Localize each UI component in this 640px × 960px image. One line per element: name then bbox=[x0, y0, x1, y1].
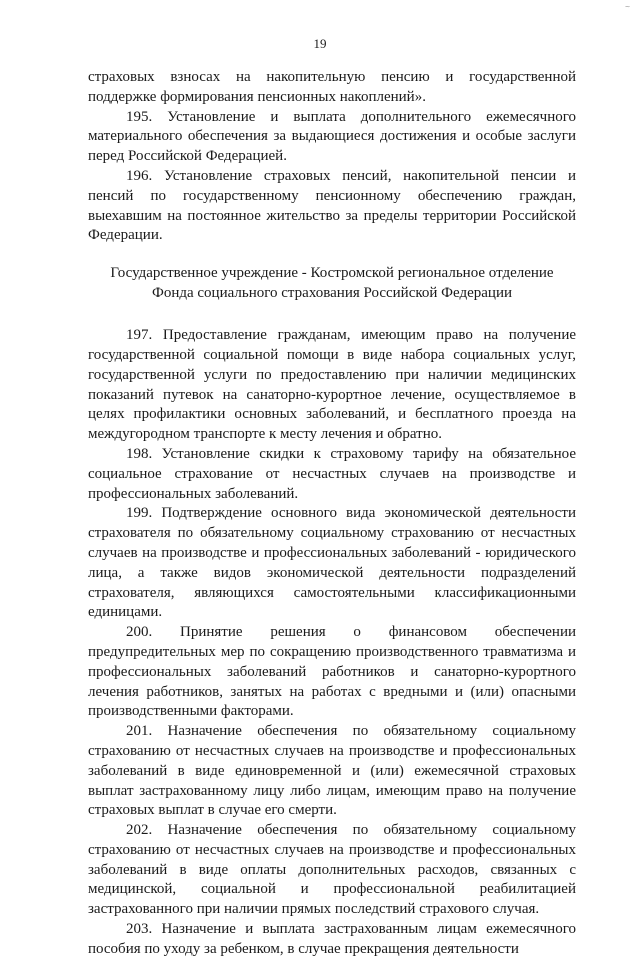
paragraph-203: 203. Назначение и выплата застрахованным лицам ежемесячного пособия по уходу за ребенком, в случае прекращения деятельности bbox=[88, 921, 576, 957]
paragraph-197: 197. Предоставление гражданам, имеющим право на получение государственной социальной помощи в виде набора социальных услуг, государственной услуги по предоставлению при наличии медицинских показаний путевок на санаторно-курортное лечение, осуществляемое в целях профилактики основных заболеваний, и бесплатного проезда на междугородном транспорте к месту лечения и обратно. bbox=[88, 327, 576, 443]
paragraph-201: 201. Назначение обеспечения по обязательному социальному страхованию от несчастных случаев на производстве и профессиональных заболеваний в виде единовременной и (или) ежемесячной страховых выплат застрахованному лицу либо лицам, имеющим право на получение страховых выплат в случае его смерти. bbox=[88, 723, 576, 819]
paragraph-continuation: страховых взносах на накопительную пенсию и государственной поддержке формирования пенсионных накоплений». bbox=[88, 69, 576, 105]
paragraph-199: 199. Подтверждение основного вида экономической деятельности страхователя по обязательному социальному страхованию от несчастных случаев на производстве и профессиональных заболеваний - юридического лица, а также видов экономической деятельности подразделений страхователя, являющихся самостоятельными классификационными единицами. bbox=[88, 505, 576, 621]
paragraph-200: 200. Принятие решения о финансовом обеспечении предупредительных мер по сокращению производственного травматизма и профессиональных заболеваний работников и санаторно-курортного лечения работников, занятых на работах с вредными и (или) опасными производственными факторами. bbox=[88, 624, 576, 720]
document-body bbox=[88, 68, 576, 960]
scan-mark: ~ bbox=[625, 2, 630, 11]
paragraph-198: 198. Установление скидки к страховому тарифу на обязательное социальное страхование от несчастных случаев на производстве и профессиональных заболеваний. bbox=[88, 445, 576, 502]
paragraph-195: 195. Установление и выплата дополнительного ежемесячного материального обеспечения за выдающиеся достижения и особые заслуги перед Российской Федерацией. bbox=[88, 108, 576, 165]
page-number: 19 bbox=[313, 36, 327, 51]
section-heading-line-1: Государственное учреждение - Костромской региональное отделение bbox=[110, 265, 554, 282]
section-heading bbox=[88, 263, 576, 303]
section-heading-line-2: Фонда социального страхования Российской Федерации bbox=[151, 285, 513, 302]
paragraph-202: 202. Назначение обеспечения по обязательному социальному страхованию от несчастных случаев на производстве и профессиональных заболеваний в виде оплаты дополнительных расходов, связанных с медицинской, социальной и профессиональной реабилитацией застрахованного при наличии прямых последствий страхового случая. bbox=[88, 822, 576, 918]
paragraph-196: 196. Установление страховых пенсий, накопительной пенсии и пенсий по государственному пенсионному обеспечению граждан, выехавшим на постоянное жительство за пределы территории Российской Федерации. bbox=[88, 167, 576, 244]
